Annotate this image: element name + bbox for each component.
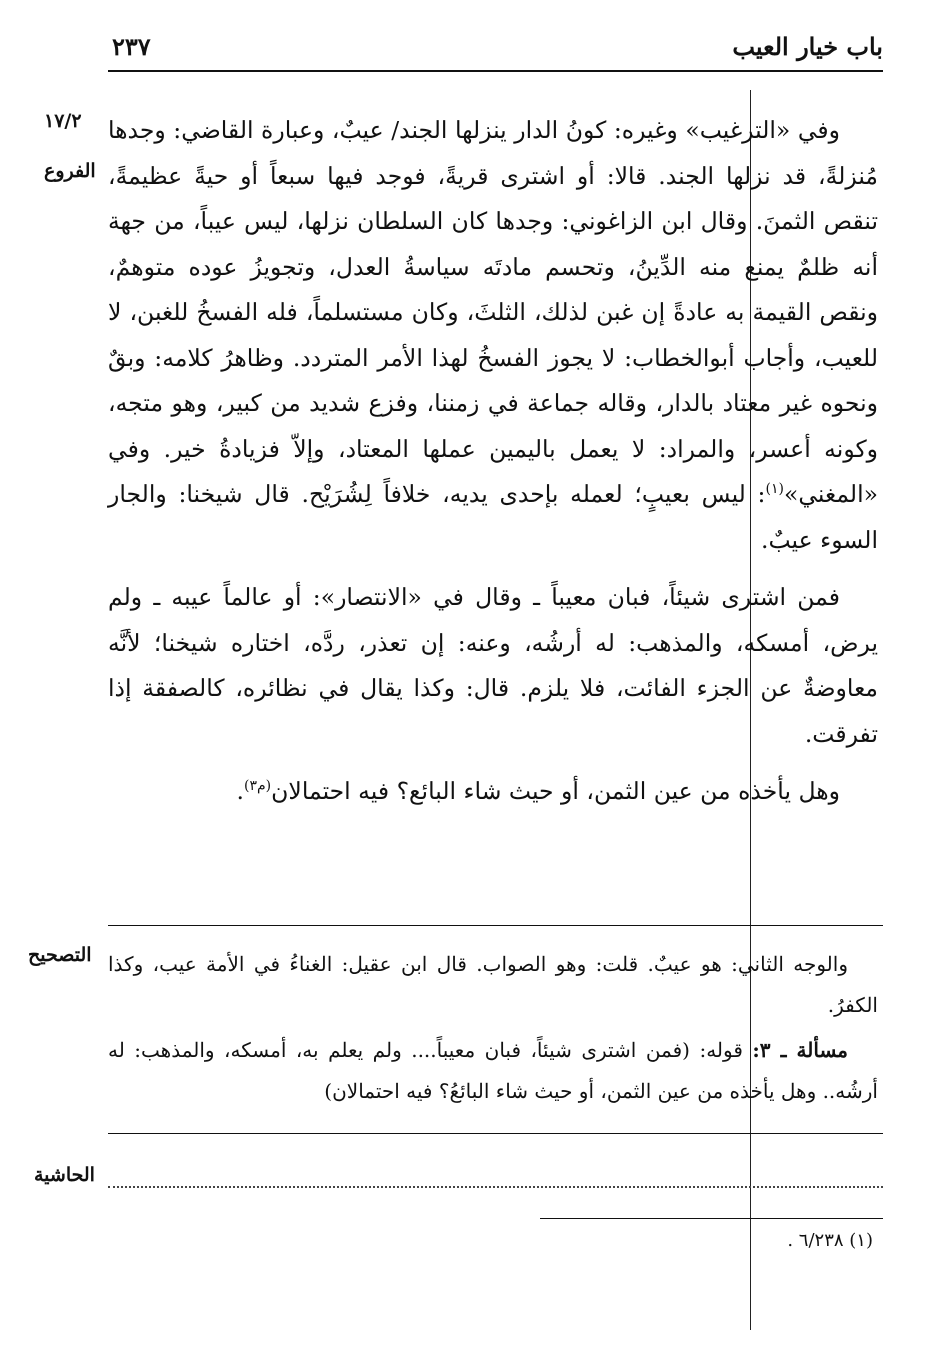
tashih-paragraph-1: والوجه الثاني: هو عيبٌ. قلت: وهو الصواب. قال ابن عقيل: الغناءُ في الأمة عيب، وكذا الكفرُ. bbox=[108, 952, 878, 1017]
margin-ref-number: ١٧/٢ bbox=[44, 110, 82, 132]
main-paragraph-2: فمن اشترى شيئاً، فبان معيباً ـ وقال في «الانتصار»: أو عالماً عيبه ـ ولم يرض، أمسكه، والمذهب: له أرشُه، وعنه: إن تعذر، ردَّه، اختاره شيخنا؛ لأنَّه معاوضةٌ عن الجزء الفائت، فلا يلزم. قال: وكذا يقال في نظائره، كالصفقة إذا تفرقت. bbox=[108, 583, 878, 748]
main-paragraph-1-end: : ليس بعيبٍ؛ لعمله بإحدى يديه، خلافاً لِشُرَيْح. قال شيخنا: والجار السوء عيبٌ. bbox=[108, 480, 878, 554]
tashih-section bbox=[108, 944, 878, 1116]
footnote-marker-1: (١) bbox=[765, 481, 784, 498]
tashih-paragraph-2-text: قوله: (فمن اشترى شيئاً، فبان معيباً.... ولم يعلم به، أمسكه، والمذهب: له أرشُه.. وهل يأخذه من عين الثمن، أو حيث شاء البائعُ؟ فيه احتمالان) bbox=[108, 1038, 878, 1103]
page-number: ٢٣٧ bbox=[112, 32, 151, 61]
margin-ref-label: الفروع bbox=[44, 160, 96, 182]
main-paragraph-1-text: وفي «الترغيب» وغيره: كونُ الدار ينزلها الجند/ عيبٌ، وعبارة القاضي: وجدها مُنزلةً، قد نزلها الجند. قالا: أو اشترى قريةً، فوجد فيها سبعاً أو حيةً عظيمةً، تنقص الثمنَ. وقال ابن الزاغوني: وجدها كان السلطان نزلها، ليس عيباً، من جهة أنه ظلمٌ يمنع منه الدِّينُ، وتحسم مادتَه سياسةُ العدل، وتجويزُ عوده متوهمٌ، ونقص القيمة به عادةً إن غبن لذلك، الثلثَ، وكان مستسلماً، فله الفسخُ للغبن، لا للعيب، وأجاب أبوالخطاب: لا يجوز الفسخُ لهذا الأمر المتردد. وظاهرُ كلامه: وبقٌ ونحوه غير معتاد بالدار، وقاله جماعة في زمننا، وفزع شديد من كبير، وهو متجه، وكونه أعسر، والمراد: لا يعمل باليمين عملها المعتاد، وإلاّ فزيادةُ خير. وفي «المغني» bbox=[108, 116, 878, 508]
main-paragraph-3 bbox=[108, 769, 878, 815]
hashiya-dotted-line bbox=[108, 1186, 883, 1188]
margin-tashih-label: التصحيح bbox=[28, 944, 92, 966]
tashih-paragraph-2 bbox=[108, 1030, 878, 1112]
margin-hashiya-label: الحاشية bbox=[34, 1164, 95, 1186]
footnote-1: (١) ٦/٢٣٨ . bbox=[787, 1230, 873, 1251]
main-paragraph-3-text: وهل يأخذه من عين الثمن، أو حيث شاء البائع؟ فيه احتمالان bbox=[271, 777, 840, 805]
masala-label: مسألة ـ ٣: bbox=[752, 1038, 849, 1062]
masala-marker-3: (م٣) bbox=[244, 778, 272, 795]
main-text bbox=[108, 108, 878, 827]
chapter-title: باب خيار العيب bbox=[732, 32, 883, 61]
main-paragraph-1 bbox=[108, 108, 878, 563]
footnote-rule bbox=[540, 1218, 883, 1219]
section-rule bbox=[108, 925, 883, 926]
header-rule bbox=[108, 70, 883, 72]
section-rule-lower bbox=[108, 1133, 883, 1134]
main-paragraph-3-end: . bbox=[236, 777, 245, 805]
